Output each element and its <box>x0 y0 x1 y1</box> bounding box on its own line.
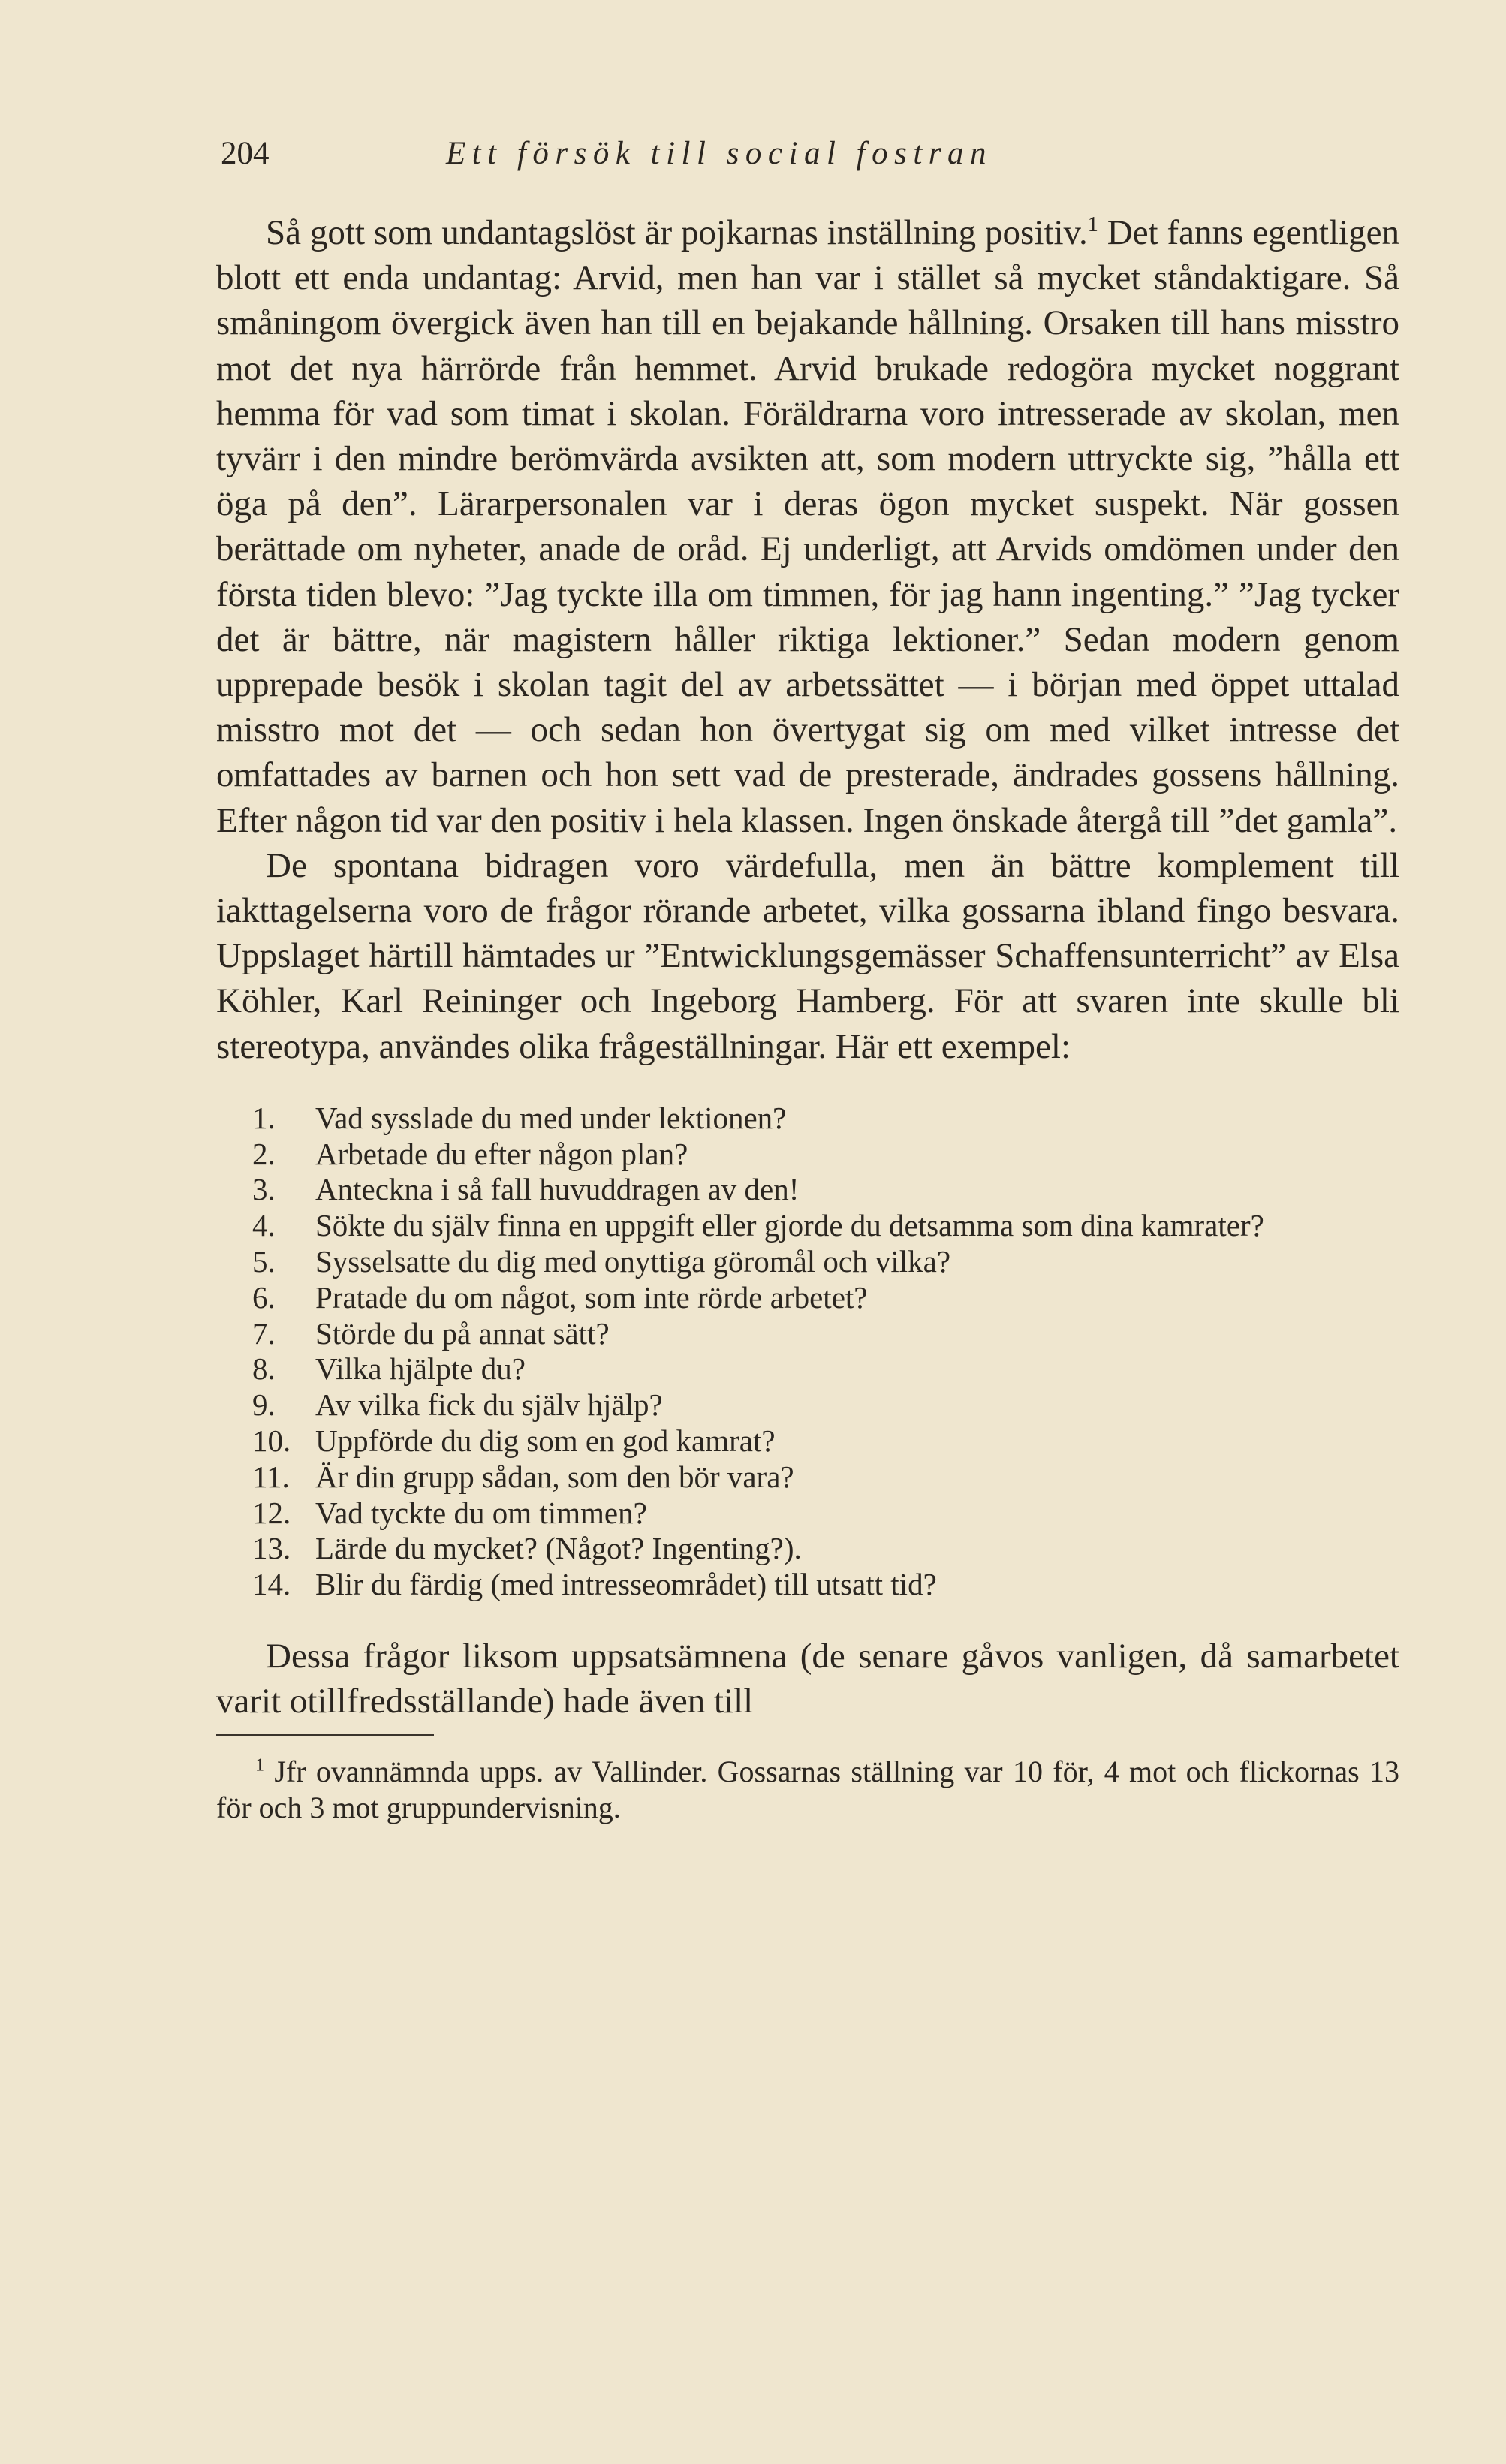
paragraph-1-start: Så gott som undantagslöst är pojkarnas inställning positiv. <box>266 213 1088 252</box>
question-text: Arbetade du efter någon plan? <box>315 1136 688 1171</box>
question-number: 9. <box>252 1387 276 1423</box>
list-item <box>252 1567 1399 1603</box>
closing-text <box>216 1634 1399 1724</box>
list-item <box>252 1316 1399 1352</box>
question-text: Vad tyckte du om timmen? <box>315 1495 647 1530</box>
body-text <box>216 210 1399 1069</box>
page-number: 204 <box>221 136 270 171</box>
question-number: 12. <box>252 1495 291 1530</box>
question-number: 4. <box>252 1208 276 1243</box>
list-item <box>252 1280 1399 1316</box>
book-page <box>216 135 1399 1856</box>
question-number: 7. <box>252 1315 276 1351</box>
question-text: Störde du på annat sätt? <box>315 1315 610 1351</box>
question-number: 11. <box>252 1459 290 1494</box>
paragraph-1-rest: Det fanns egentligen blott ett enda undantag: Arvid, men han var i stället så mycket ståndaktigare. Så småningom övergick även han till en bejakande hållning. Orsaken till hans misstro mot det nya härrörde från hemmet. Arvid brukade redogöra mycket noggrant hemma för vad som timat i skolan. Föräldrarna voro intresserade av skolan, men tyvärr i den mindre berömvärda avsikten att, som modern uttryckte sig, ”hålla ett öga på den”. Lärarpersonalen var i deras ögon mycket suspekt. När gossen berättade om nyheter, anade de oråd. Ej underligt, att Arvids omdömen under den första tiden blevo: ”Jag tyckte illa om timmen, för jag hann ingenting.” ”Jag tycker det är bättre, när magistern håller riktiga lektioner.” Sedan modern genom upprepade besök i skolan tagit del av arbetssättet — i början med öppet uttalad misstro mot det — och sedan hon övertygat sig om med vilket intresse det omfattades av barnen och hon sett vad de presterade, ändrades gossens hållning. Efter någon tid var den positiv i hela klassen. Ingen önskade återgå till ”det gamla”. <box>216 213 1400 840</box>
question-number: 13. <box>252 1531 291 1566</box>
question-text: Pratade du om något, som inte rörde arbetet? <box>315 1279 868 1315</box>
question-text: Sysselsatte du dig med onyttiga göromål och vilka? <box>315 1244 951 1279</box>
question-text: Anteckna i så fall huvuddragen av den! <box>315 1172 800 1207</box>
footnote-divider <box>216 1734 434 1736</box>
list-item <box>252 1459 1399 1496</box>
list-item <box>252 1172 1399 1208</box>
question-text: Uppförde du dig som en god kamrat? <box>315 1423 776 1459</box>
list-item <box>252 1423 1399 1459</box>
list-item <box>252 1137 1399 1173</box>
question-number: 3. <box>252 1172 276 1207</box>
question-number: 2. <box>252 1136 276 1171</box>
question-text: Vilka hjälpte du? <box>315 1351 526 1387</box>
list-item <box>252 1244 1399 1280</box>
question-number: 10. <box>252 1423 291 1459</box>
question-number: 1. <box>252 1100 276 1135</box>
footnote-reference: 1 <box>1087 213 1098 237</box>
list-item <box>252 1208 1399 1244</box>
question-text: Vad sysslade du med under lektionen? <box>315 1100 787 1135</box>
list-item <box>252 1351 1399 1387</box>
list-item <box>252 1496 1399 1532</box>
list-item <box>252 1531 1399 1567</box>
footnote-mark: 1 <box>255 1756 264 1776</box>
footnote <box>216 1754 1399 1826</box>
paragraph-1 <box>216 210 1399 843</box>
question-text: Av vilka fick du själv hjälp? <box>315 1387 663 1423</box>
footnote-text: Jfr ovannämnda upps. av Vallinder. Gossarnas ställning var 10 för, 4 mot och flickornas 13 för och 3 mot gruppundervisning. <box>216 1755 1399 1825</box>
closing-paragraph: Dessa frågor liksom uppsatsämnena (de senare gåvos vanligen, då samarbetet varit otillfredsställande) hade även till <box>216 1637 1399 1721</box>
question-number: 14. <box>252 1567 291 1602</box>
list-item <box>252 1101 1399 1137</box>
question-text: Blir du färdig (med intresseområdet) till utsatt tid? <box>315 1567 937 1602</box>
question-number: 8. <box>252 1351 276 1387</box>
question-text: Är din grupp sådan, som den bör vara? <box>315 1459 794 1494</box>
list-item <box>252 1387 1399 1423</box>
question-text: Sökte du själv finna en uppgift eller gjorde du detsamma som dina kamrater? <box>315 1208 1264 1243</box>
question-text: Lärde du mycket? (Något? Ingenting?). <box>315 1531 802 1566</box>
page-header <box>216 135 1399 188</box>
question-number: 5. <box>252 1244 276 1279</box>
running-title: Ett försök till social fostran <box>446 136 993 171</box>
question-list <box>252 1101 1399 1603</box>
question-number: 6. <box>252 1279 276 1315</box>
paragraph-2: De spontana bidragen voro värdefulla, men än bättre komplement till iakttagelserna voro de frågor rörande arbetet, vilka gossarna ibland fingo besvara. Uppslaget härtill hämtades ur ”Entwicklungsgemässer Schaffensunterricht” av Elsa Köhler, Karl Reininger och Ingeborg Hamberg. För att svaren inte skulle bli stereotypa, användes olika frågeställningar. Här ett exempel: <box>216 845 1399 1066</box>
